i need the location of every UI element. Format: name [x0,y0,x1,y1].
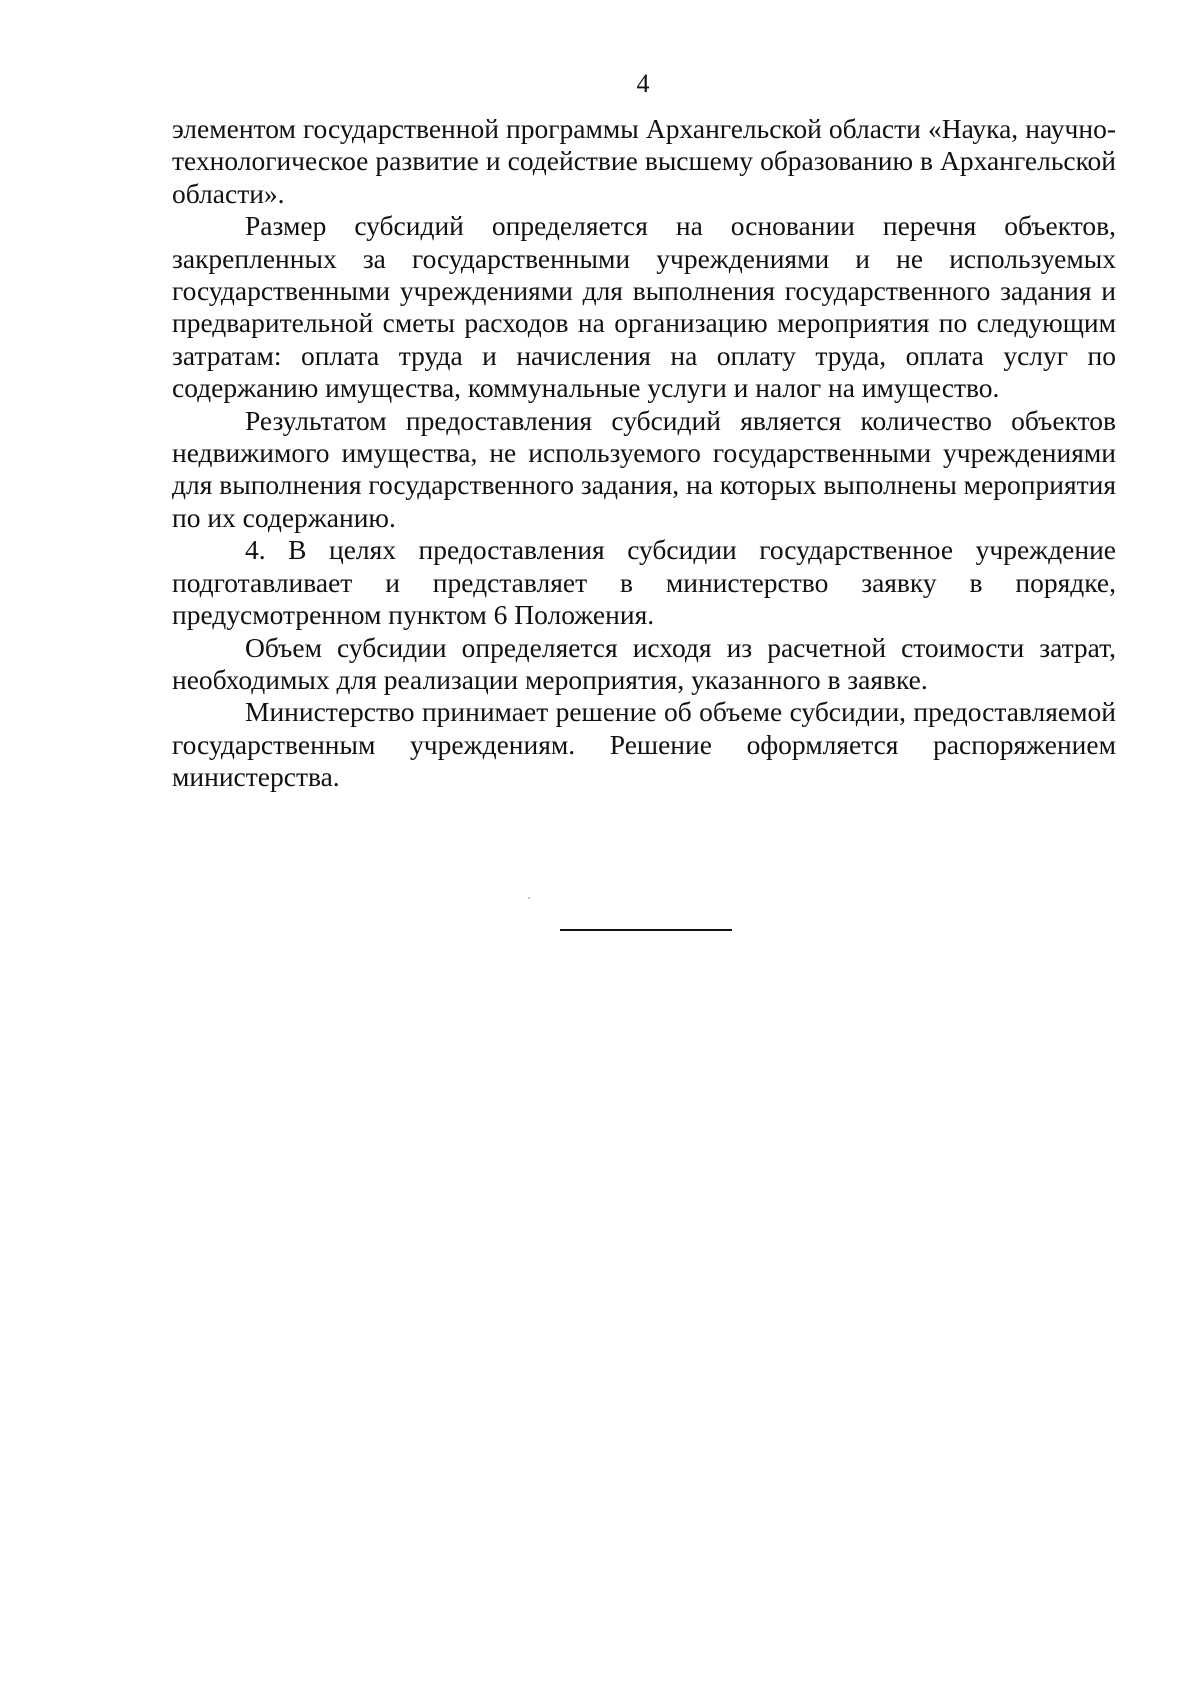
paragraph-program-element: элементом государственной программы Архангельской области «Наука, научно-технологическое развитие и содействие высшему образованию в Архангельской области». [172,113,1116,209]
paragraph-ministry-decision: Министерство принимает решение об объеме субсидии, предоставляемой государственным учреждениям. Решение оформляется распоряжением министерства. [172,696,1116,793]
paragraph-item-4-application: 4. В целях предоставления субсидии государственное учреждение подготавливает и представляет в министерство заявку в порядке, предусмотренном пунктом 6 Положения. [172,534,1116,631]
paragraph-subsidy-size: Размер субсидий определяется на основании перечня объектов, закрепленных за государственными учреждениями и не используемых государственными учреждениями для выполнения государственного задания и предварительной сметы расходов на организацию мероприятия по следующим затратам: оплата труда и начисления на оплату труда, оплата услуг по содержанию имущества, коммунальные услуги и налог на имущество. [172,210,1116,404]
closing-rule [560,929,732,931]
page-number: 4 [636,69,650,98]
scan-speck [528,897,530,899]
document-body [172,113,1116,794]
paragraph-subsidy-result: Результатом предоставления субсидий является количество объектов недвижимого имущества, не используемого государственными учреждениями для выполнения государственного задания, на которых выполнены мероприятия по их содержанию. [172,404,1117,533]
paragraph-subsidy-volume: Объем субсидии определяется исходя из расчетной стоимости затрат, необходимых для реализации мероприятия, указанного в заявке. [172,631,1116,695]
